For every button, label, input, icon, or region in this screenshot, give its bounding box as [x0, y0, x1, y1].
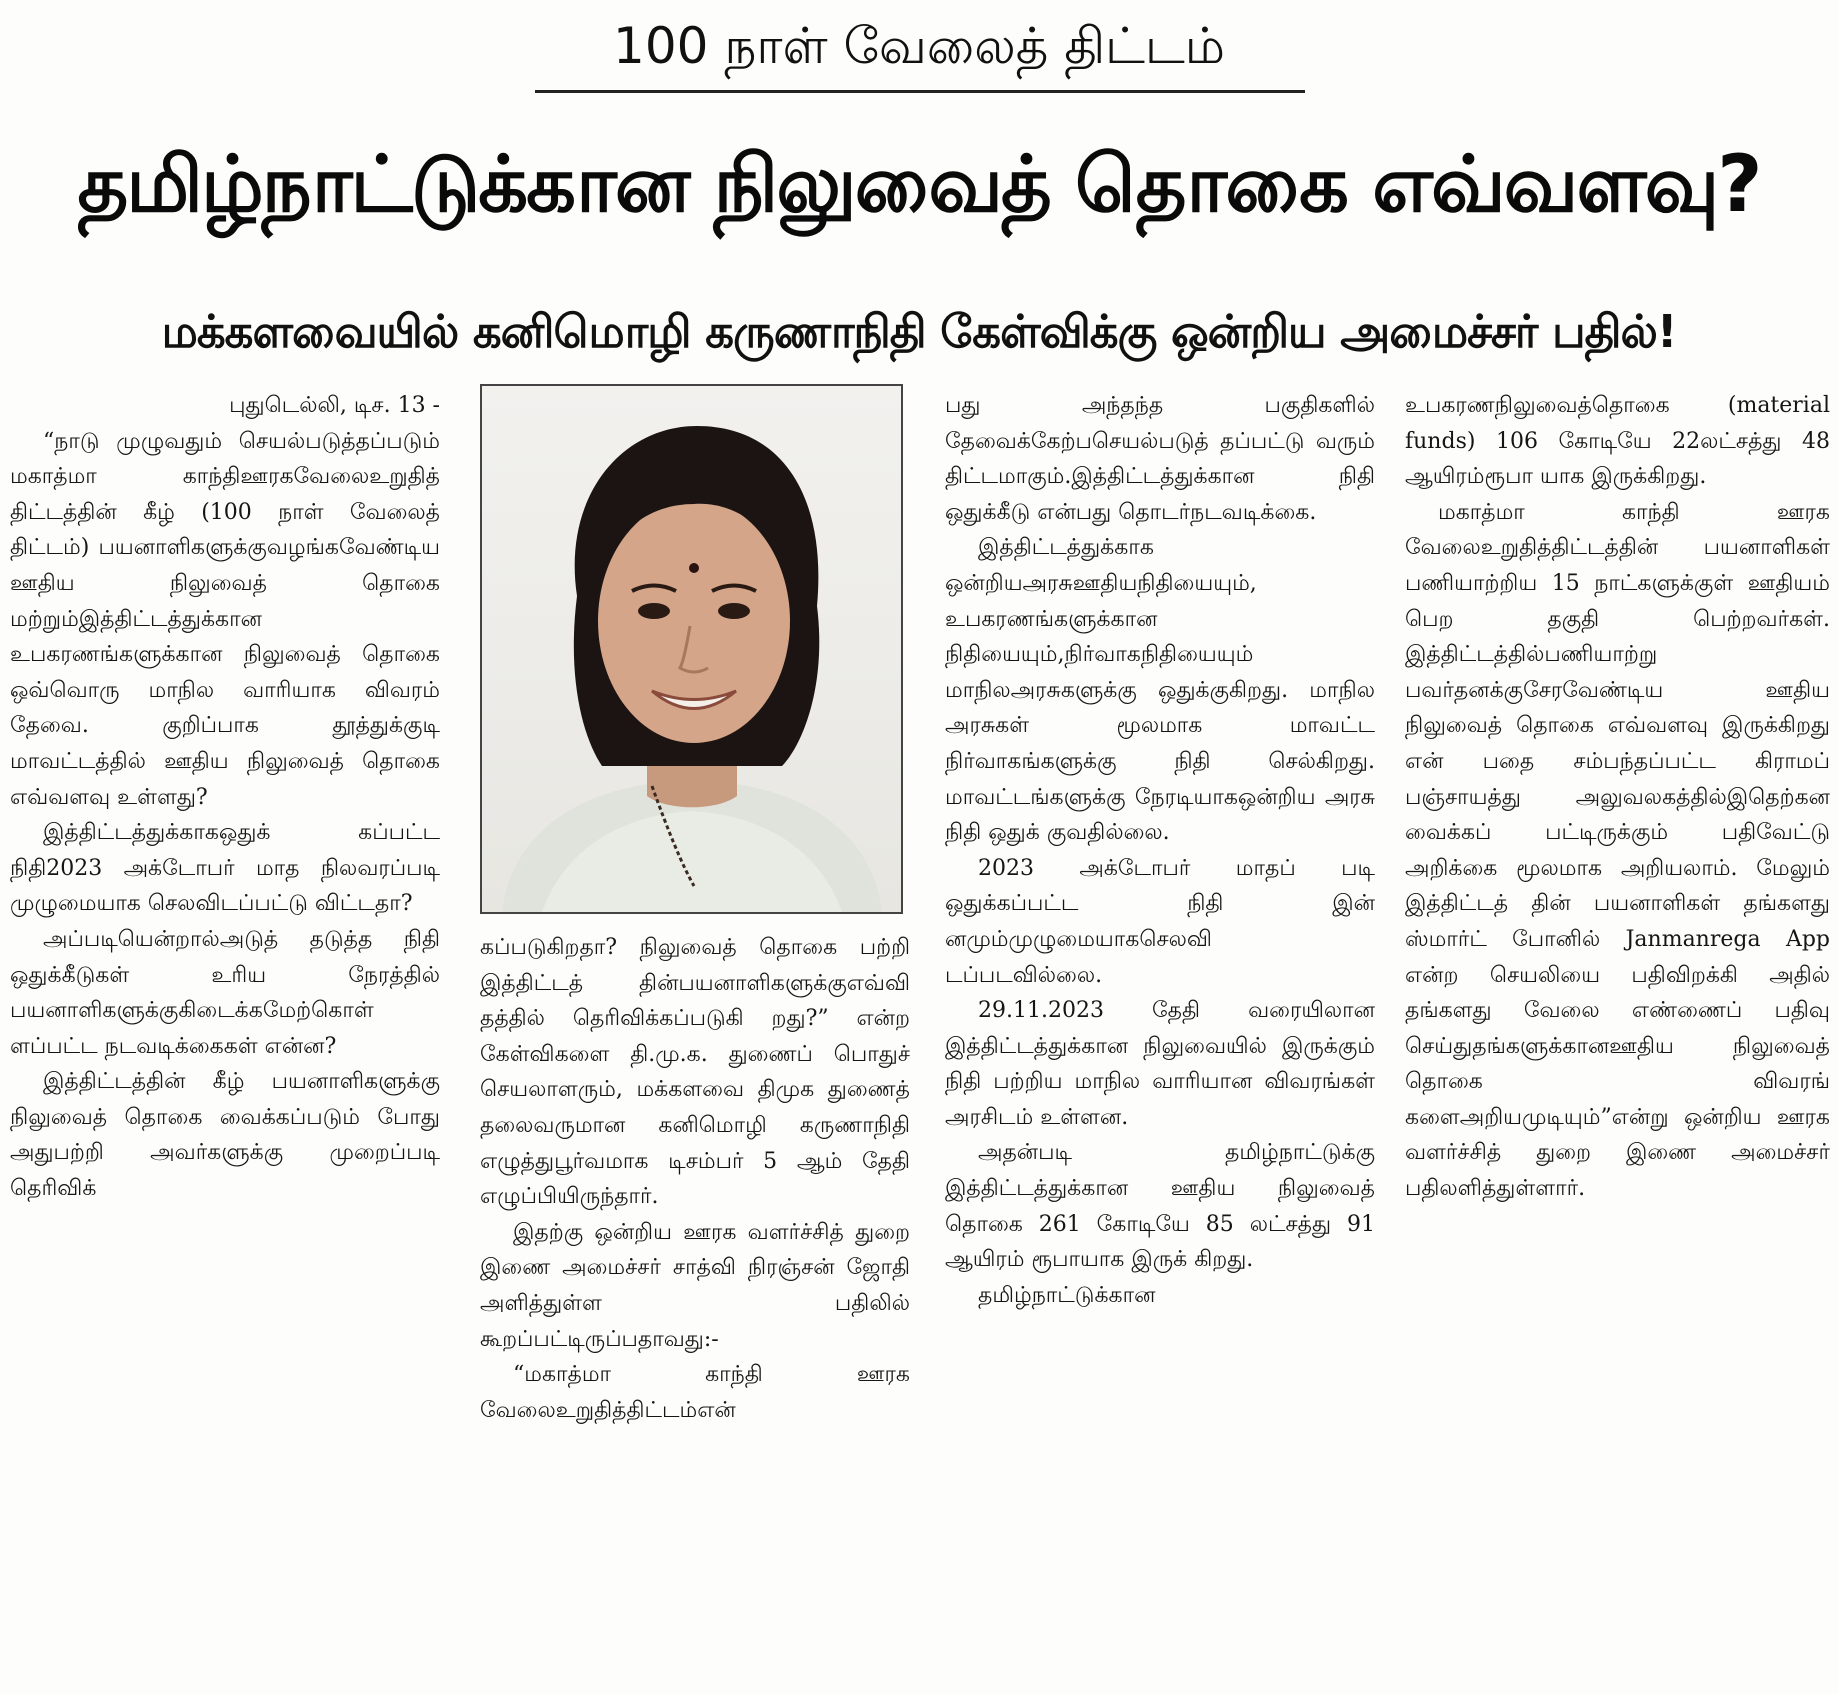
paragraph: “நாடு முழுவதும் செயல்படுத்தப்படும் மகாத்மா காந்திஊரகவேலைஉறுதித் திட்டத்தின் கீழ் (100 நாள் வேலைத் திட்டம்) பயனாளிகளுக்குவழங்கவேண்டிய ஊதிய நிலுவைத் தொகை மற்றும்இத்திட்டத்துக்கான உபகரணங்களுக்கான நிலுவைத் தொகை ஒவ்வொரு மாநில வாரியாக விவரம் தேவை. குறிப்பாக தூத்துக்குடி மாவட்டத்தில் ஊதிய நிலுவைத் தொகை எவ்வளவு உள்ளது?: [10, 428, 440, 810]
paragraph: தமிழ்நாட்டுக்கான: [978, 1282, 1156, 1308]
article-column-2: [480, 930, 910, 1428]
portrait-photo: [480, 384, 903, 914]
paragraph: மகாத்மா காந்தி ஊரக வேலைஉறுதித்திட்டத்தின் பயனாளிகள் பணியாற்றிய 15 நாட்களுக்குள் ஊதியம் பெற தகுதி பெற்றவர்கள். இத்திட்டத்தில்பணியாற்று பவர்தனக்குசேரவேண்டிய ஊதிய நிலுவைத் தொகை எவ்வளவு இருக்கிறது என் பதை சம்பந்தப்பட்ட கிராமப் பஞ்சாயத்து அலுவலகத்தில்இதெற்கன வைக்கப் பட்டிருக்கும் பதிவேட்டு அறிக்கை மூலமாக அறியலாம். மேலும் இத்திட்டத் தின் பயனாளிகள் தங்களது ஸ்மார்ட் போனில் Janmanrega App என்ற செயலியை பதிவிறக்கி அதில் தங்களது வேலை எண்ணைப் பதிவு செய்துதங்களுக்கானஊதிய நிலுவைத் தொகை விவரங் களைஅறியமுடியும்”என்று ஒன்றிய ஊரக வளர்ச்சித் துறை இணை அமைச்சர் பதிலளித்துள்ளார்.: [1405, 499, 1830, 1202]
subheadline: மக்களவையில் கனிமொழி கருணாநிதி கேள்விக்கு ஒன்றிய அமைச்சர் பதில்!: [161, 305, 1677, 358]
paragraph: இதற்கு ஒன்றிய ஊரக வளர்ச்சித் துறை இணை அமைச்சர் சாத்வி நிரஞ்சன் ஜோதி அளித்துள்ள பதிலில் கூறப்பட்டிருப்பதாவது:-: [480, 1219, 910, 1352]
kicker-underline: [535, 90, 1305, 93]
paragraph: இத்திட்டத்துக்காக ஒன்றியஅரசுஊதியநிதியையும், உபகரணங்களுக்கான நிதியையும்,நிர்வாகநிதியையும் மாநிலஅரசுகளுக்கு ஒதுக்குகிறது. மாநில அரசுகள் மூலமாக மாவட்ட நிர்வாகங்களுக்கு நிதி செல்கிறது. மாவட்டங்களுக்கு நேரடியாகஒன்றிய அரசு நிதி ஒதுக் குவதில்லை.: [945, 535, 1375, 846]
paragraph: இத்திட்டத்துக்காகஒதுக் கப்பட்ட நிதி2023 அக்டோபர் மாத நிலவரப்படி முழுமையாக செலவிடப்பட்டு விட்டதா?: [10, 820, 440, 917]
paragraph: “மகாத்மா காந்தி ஊரக வேலைஉறுதித்திட்டம்என்: [480, 1362, 910, 1423]
paragraph: அதன்படி தமிழ்நாட்டுக்கு இத்திட்டத்துக்கான ஊதிய நிலுவைத் தொகை 261 கோடியே 85 லட்சத்து 91 ஆயிரம் ரூபாயாக இருக் கிறது.: [945, 1140, 1375, 1273]
article-column-1: [10, 388, 440, 1207]
paragraph: 2023 அக்டோபர் மாதப் படி ஒதுக்கப்பட்ட நிதி இன் னமும்முழுமையாகசெலவி டப்படவில்லை.: [945, 855, 1375, 988]
paragraph: கப்படுகிறதா? நிலுவைத் தொகை பற்றி இத்திட்டத் தின்பயனாளிகளுக்குஎவ்வி தத்தில் தெரிவிக்கப்படுகி றது?” என்ற கேள்விகளை தி.மு.க. துணைப் பொதுச் செயலாளரும், மக்களவை திமுக துணைத் தலைவருமான கனிமொழி கருணாநிதி எழுத்துபூர்வமாக டிசம்பர் 5 ஆம் தேதி எழுப்பியிருந்தார்.: [480, 935, 910, 1210]
headline: தமிழ்நாட்டுக்கான நிலுவைத் தொகை எவ்வளவு?: [77, 140, 1761, 230]
paragraph: பது அந்தந்த பகுதிகளில் தேவைக்கேற்பசெயல்படுத் தப்பட்டு வரும் திட்டமாகும்.இத்திட்டத்துக்கான நிதி ஒதுக்கீடு என்பது தொடர்நடவடிக்கை.: [945, 393, 1375, 525]
paragraph: இத்திட்டத்தின் கீழ் பயனாளிகளுக்கு நிலுவைத் தொகை வைக்கப்படும் போது அதுபற்றி அவர்களுக்கு முறைப்படி தெரிவிக்: [10, 1069, 440, 1202]
paragraph: அப்படியென்றால்அடுத் தடுத்த நிதி ஒதுக்கீடுகள் உரிய நேரத்தில் பயனாளிகளுக்குகிடைக்கமேற்கொள் ளப்பட்ட நடவடிக்கைகள் என்ன?: [10, 926, 440, 1059]
paragraph: 29.11.2023 தேதி வரையிலான இத்திட்டத்துக்கான நிலுவையில் இருக்கும் நிதி பற்றிய மாநில வாரியான விவரங்கள் அரசிடம் உள்ளன.: [945, 998, 1375, 1130]
kicker-title: 100 நாள் வேலைத் திட்டம்: [613, 17, 1225, 75]
dateline: புதுடெல்லி, டிச. 13 -: [229, 393, 440, 418]
article-column-4: [1405, 388, 1830, 1207]
article-column-3: [945, 388, 1375, 1313]
portrait-illustration: [482, 386, 901, 912]
paragraph: உபகரணநிலுவைத்தொகை (material funds) 106 கோடியே 22லட்சத்து 48 ஆயிரம்ரூபா யாக இருக்கிறது.: [1405, 393, 1830, 490]
